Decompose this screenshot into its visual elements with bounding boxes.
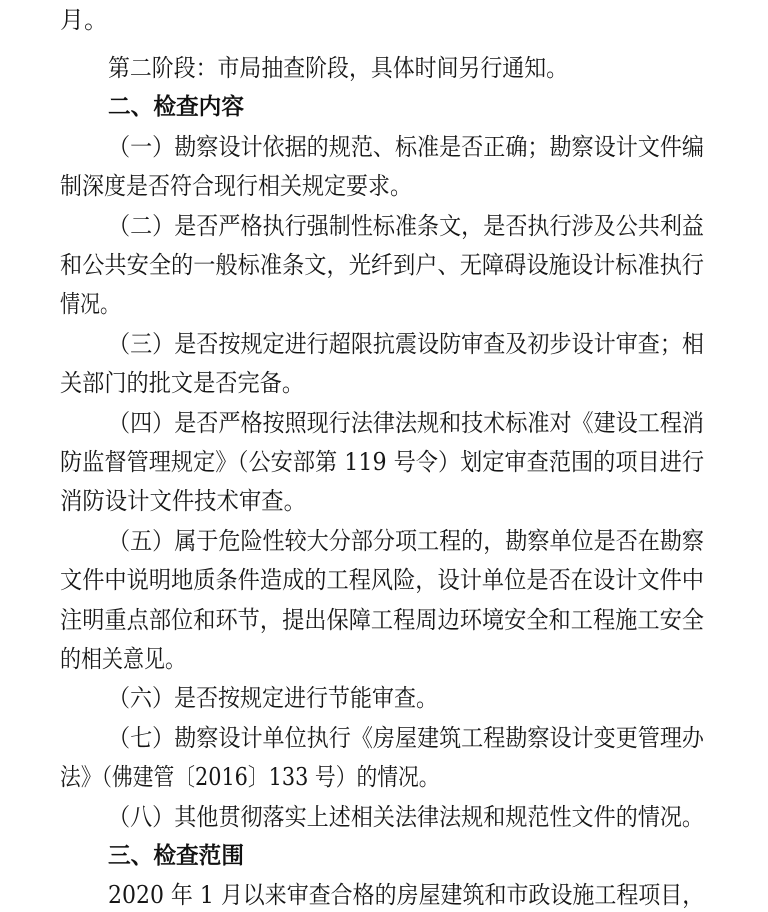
text-line: 防监督管理规定》（公安部第 119 号令）划定审查范围的项目进行 — [60, 448, 705, 476]
text-line: 文件中说明地质条件造成的工程风险，设计单位是否在设计文件中 — [60, 566, 704, 594]
text-line: 月。 — [60, 6, 108, 34]
text-line: 制深度是否符合现行相关规定要求。 — [60, 172, 412, 200]
text-line: 和公共安全的一般标准条文，光纤到户、无障碍设施设计标准执行 — [60, 251, 704, 279]
text-line: 情况。 — [60, 290, 120, 318]
text-line: 第二阶段：市局抽查阶段，具体时间另行通知。 — [108, 54, 568, 82]
section-heading: 三、检查范围 — [108, 843, 244, 869]
text-line: 消防设计文件技术审查。 — [60, 487, 306, 515]
text-line: （六）是否按规定进行节能审查。 — [108, 684, 438, 712]
text-line: 的相关意见。 — [60, 645, 186, 673]
text-line: （二）是否严格执行强制性标准条文，是否执行涉及公共利益 — [108, 212, 704, 240]
text-line: 关部门的批文是否完备。 — [60, 369, 304, 397]
text-line: （四）是否严格按照现行法律法规和技术标准对《建设工程消 — [108, 409, 704, 437]
text-line: （三）是否按规定进行超限抗震设防审查及初步设计审查；相 — [108, 330, 704, 358]
text-line: （五）属于危险性较大分部分项工程的，勘察单位是否在勘察 — [108, 527, 704, 555]
text-line: 法》（佛建管〔2016〕133 号）的情况。 — [60, 763, 440, 791]
text-line: 注明重点部位和环节，提出保障工程周边环境安全和工程施工安全 — [60, 606, 704, 634]
text-line: （八）其他贯彻落实上述相关法律法规和规范性文件的情况。 — [108, 803, 704, 831]
text-line: （一）勘察设计依据的规范、标准是否正确；勘察设计文件编 — [108, 133, 704, 161]
text-line: （七）勘察设计单位执行《房屋建筑工程勘察设计变更管理办 — [108, 724, 704, 752]
text-line: 2020 年 1 月以来审查合格的房屋建筑和市政设施工程项目， — [108, 881, 705, 909]
section-heading: 二、检查内容 — [108, 94, 244, 120]
